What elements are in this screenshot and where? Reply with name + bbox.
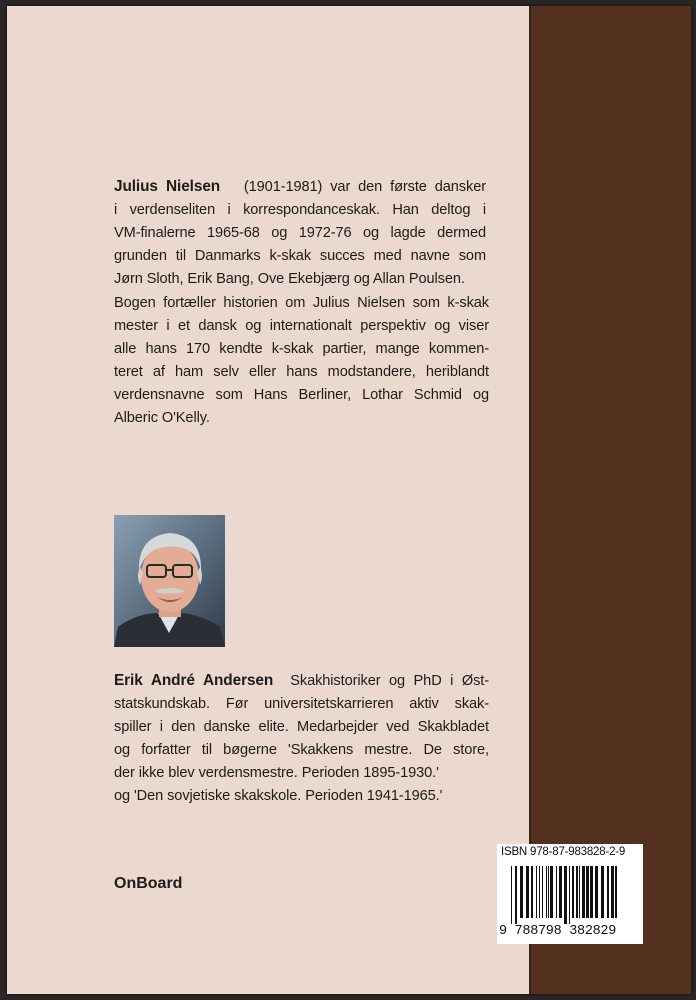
barcode-bar [601, 866, 604, 918]
barcode-bar [520, 866, 523, 918]
barcode-bar [569, 866, 570, 924]
author-line: og 'Den sovjetiske skakskole. Perioden 1941-1965.' [114, 788, 443, 804]
barcode-bar [556, 866, 557, 918]
author-photo [114, 515, 225, 647]
barcode-bar [572, 866, 574, 918]
bio-line: Jørn Sloth, Erik Bang, Ove Ekebjærg og Allan Poulsen. [114, 271, 465, 287]
bio-line: grunden til Danmarks k-skak succes med navne som [114, 248, 486, 264]
author-line: Skakhistoriker og PhD i Øst- [290, 673, 489, 689]
publisher-name: OnBoard [114, 875, 183, 892]
description-line: Bogen fortæller historien om Julius Nielsen som k-skak [114, 295, 489, 311]
barcode-bar [526, 866, 529, 918]
author-paragraph [114, 669, 489, 808]
barcode-bar [515, 866, 517, 924]
barcode-bar [615, 866, 617, 918]
author-line: og forfatter til bøgerne 'Skakkens mestre. De store, [114, 742, 489, 758]
barcode-bar [536, 866, 537, 918]
barcode-bar [546, 866, 547, 918]
author-line: spiller i den danske elite. Medarbejder ved Skakbladet [114, 719, 489, 735]
barcode-bar [590, 866, 593, 918]
bio-line: i verdenseliten i korrespondanceskak. Han deltog i [114, 202, 486, 218]
description-line: teret af ham selv eller hans modstandere, heriblandt [114, 364, 489, 380]
barcode-bar [550, 866, 553, 918]
barcode-digits: 9 788798 382829 [499, 924, 617, 939]
barcode-bar [542, 866, 543, 918]
barcode-bar [548, 866, 549, 918]
description-line: alle hans 170 kendte k-skak partier, mange kommen- [114, 341, 489, 357]
description-line: Alberic O'Kelly. [114, 410, 210, 426]
barcode-bar [579, 866, 580, 918]
barcode-bar [607, 866, 609, 918]
bio-line: VM-finalerne 1965-68 og 1972-76 og lagde dermed [114, 225, 486, 241]
description-line: mester i et dansk og internationalt perspektiv og viser [114, 318, 489, 334]
barcode-bar [595, 866, 598, 918]
barcode-bar [582, 866, 585, 918]
author-line: statskundskab. Før universitetskarrieren aktiv skak- [114, 696, 489, 712]
bio-first-line [114, 175, 486, 199]
isbn-barcode [497, 844, 643, 944]
barcode-bar [564, 866, 567, 924]
author-first-line [114, 669, 489, 693]
book-back-cover [7, 6, 691, 994]
barcode-bar [531, 866, 533, 918]
barcode-bar [576, 866, 578, 918]
isbn-number: ISBN 978-87-983828-2-9 [501, 846, 626, 858]
description-line: verdensnavne som Hans Berliner, Lothar Schmid og [114, 387, 489, 403]
bio-paragraph [114, 175, 486, 291]
barcode-bars [511, 866, 629, 924]
bio-name: Julius Nielsen [114, 178, 221, 195]
barcode-bar [559, 866, 562, 918]
barcode-bar [539, 866, 540, 918]
barcode-bar [586, 866, 589, 918]
bio-line: (1901-1981) var den første dansker [243, 179, 486, 195]
book-description-paragraph [114, 292, 489, 430]
author-line: der ikke blev verdensmestre. Perioden 1895-1930.' [114, 765, 439, 781]
barcode-bar [611, 866, 614, 918]
author-name: Erik André Andersen [114, 672, 274, 689]
barcode-bar [511, 866, 512, 924]
